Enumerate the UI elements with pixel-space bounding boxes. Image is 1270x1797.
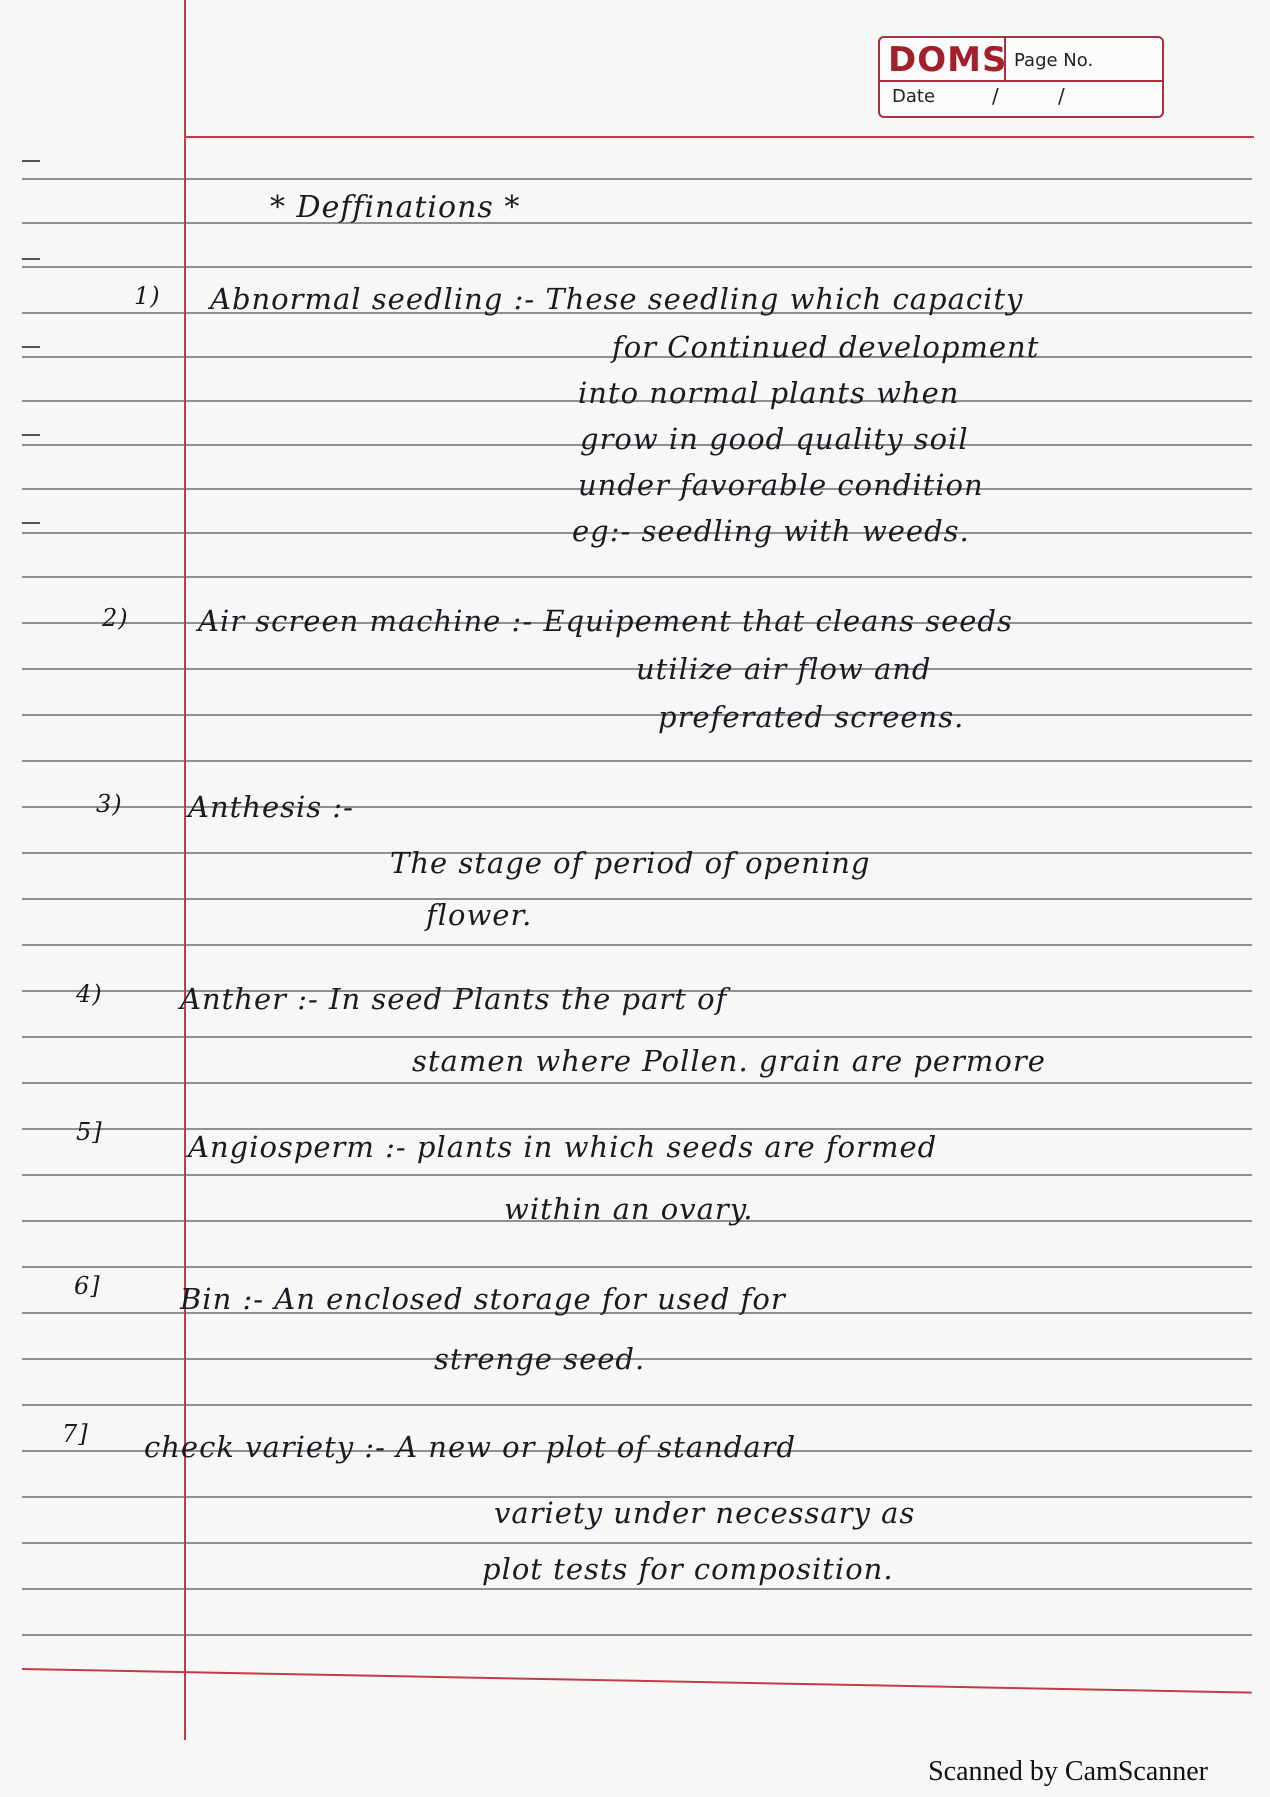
- scanner-watermark: Scanned by CamScanner: [928, 1756, 1208, 1787]
- entry-line: stamen where Pollen. grain are permore: [412, 1044, 1046, 1078]
- ruled-line: [22, 714, 1252, 716]
- ruled-line: [22, 1404, 1252, 1406]
- entry-number: 1): [134, 282, 161, 310]
- edge-tick: [22, 434, 40, 436]
- entry-number: 6]: [74, 1272, 101, 1300]
- entry-line: under favorable condition: [578, 468, 984, 502]
- ruled-line: [22, 898, 1252, 900]
- doms-header-box: [878, 36, 1164, 118]
- entry-line: plot tests for composition.: [482, 1552, 894, 1586]
- header-divider: [880, 80, 1162, 82]
- entry-line: Abnormal seedling :- These seedling which capacity: [210, 282, 1024, 316]
- header-line: [184, 136, 1254, 138]
- edge-tick: [22, 160, 40, 162]
- ruled-line: [22, 1542, 1252, 1544]
- ruled-line: [22, 222, 1252, 224]
- date-label: Date: [892, 86, 936, 107]
- entry-line: The stage of period of opening: [390, 846, 871, 880]
- footer-line: [22, 1668, 1252, 1694]
- ruled-line: [22, 1082, 1252, 1084]
- entry-line: utilize air flow and: [636, 652, 932, 686]
- entry-line: grow in good quality soil: [580, 422, 969, 456]
- entry-line: Anthesis :-: [188, 790, 354, 824]
- margin-line: [184, 0, 186, 1740]
- entry-number: 2): [102, 604, 129, 632]
- page-title: * Deffinations *: [270, 190, 521, 225]
- entry-line: Angiosperm :- plants in which seeds are formed: [188, 1130, 938, 1164]
- entry-line: into normal plants when: [578, 376, 960, 410]
- doms-logo: DOMS: [888, 40, 1008, 80]
- edge-tick: [22, 258, 40, 260]
- entry-line: variety under necessary as: [494, 1496, 916, 1530]
- edge-tick: [22, 346, 40, 348]
- ruled-line: [22, 178, 1252, 180]
- entry-line: preferated screens.: [658, 700, 965, 734]
- entry-line: eg:- seedling with weeds.: [572, 514, 970, 548]
- entry-line: check variety :- A new or plot of standard: [144, 1430, 797, 1464]
- date-separator: /: [992, 84, 999, 108]
- ruled-line: [22, 944, 1252, 946]
- entry-line: within an ovary.: [504, 1192, 754, 1226]
- entry-line: for Continued development: [612, 330, 1040, 364]
- ruled-line: [22, 1588, 1252, 1590]
- ruled-line: [22, 1036, 1252, 1038]
- header-divider: [1004, 38, 1006, 80]
- entry-line: Bin :- An enclosed storage for used for: [180, 1282, 786, 1316]
- ruled-line: [22, 576, 1252, 578]
- entry-line: flower.: [426, 898, 533, 932]
- ruled-line: [22, 1266, 1252, 1268]
- entry-line: strenge seed.: [434, 1342, 646, 1376]
- entry-number: 4): [76, 980, 103, 1008]
- page-no-label: Page No.: [1014, 50, 1094, 71]
- entry-number: 7]: [62, 1420, 89, 1448]
- entry-line: Air screen machine :- Equipement that cleans seeds: [198, 604, 1013, 638]
- entry-line: Anther :- In seed Plants the part of: [180, 982, 728, 1016]
- date-separator: /: [1058, 84, 1065, 108]
- entry-number: 5]: [76, 1118, 103, 1146]
- edge-tick: [22, 522, 40, 524]
- ruled-line: [22, 1634, 1252, 1636]
- ruled-line: [22, 760, 1252, 762]
- ruled-line: [22, 266, 1252, 268]
- entry-number: 3): [96, 790, 123, 818]
- ruled-line: [22, 1174, 1252, 1176]
